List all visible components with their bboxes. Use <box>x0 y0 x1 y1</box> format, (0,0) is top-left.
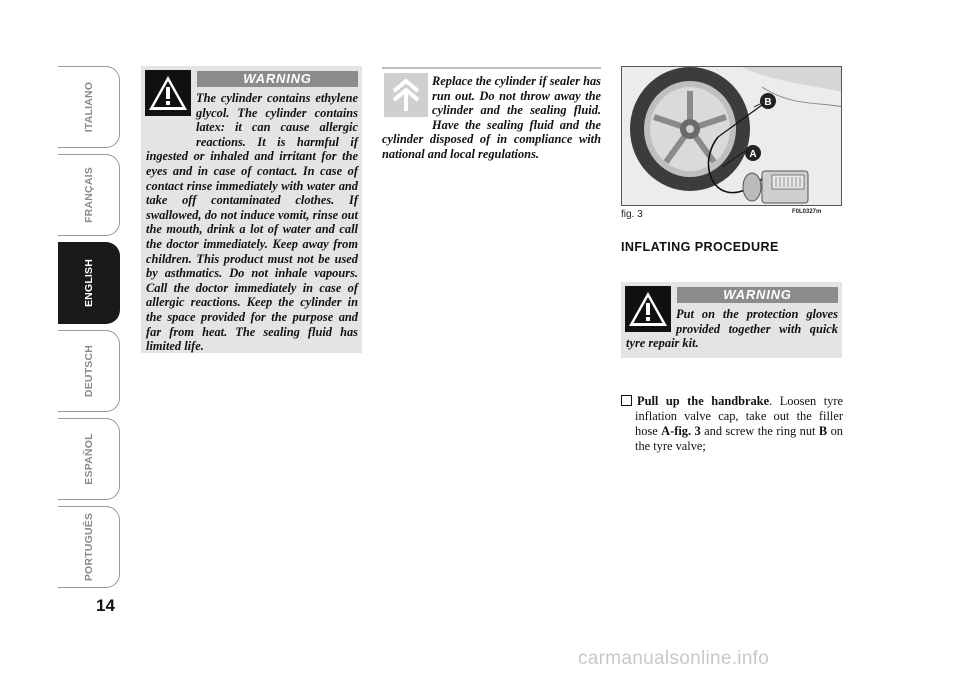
warning-text: Put on the protection gloves provided together with quick tyre repair kit. <box>626 307 838 351</box>
tab-label: FRANÇAIS <box>82 167 95 223</box>
divider <box>382 67 601 69</box>
step-ref-a: A-fig. 3 <box>661 424 701 438</box>
warning-text: The cylinder contains ethylene glycol. The cylinder contains latex: it can cause allergic reactions. It is harmful if ingested or inhaled and irritant for the eyes and in case of contact. In case of contact rinse immediately with water and take off contaminated clothes. If swallowed, do not induce vomit, rinse out the mouth, drink a lot of water and call the doctor immediately. Keep away from children. This product must not be used by asthmatics. Do not inhale vapours. Call the doctor immediately in case of allergic reactions. Keep the cylinder in the space provided for the purpose and far from heat. The sealing fluid has limited life. <box>146 91 358 354</box>
label-b: B <box>764 97 772 108</box>
tyre-repair-kit-figure <box>621 66 842 206</box>
step-ref-b: B <box>818 424 828 438</box>
warning-box-gloves <box>621 282 842 358</box>
step-text: on the tyre valve; <box>635 424 843 453</box>
warning-title: WARNING <box>677 287 838 303</box>
tab-portugues[interactable] <box>58 506 120 588</box>
tab-espanol[interactable] <box>58 418 120 500</box>
tab-deutsch[interactable] <box>58 330 120 412</box>
figure-code: F0L0327m <box>792 209 822 215</box>
language-tabs <box>58 66 122 594</box>
procedure-step <box>621 394 843 454</box>
tab-francais[interactable] <box>58 154 120 236</box>
tab-label: DEUTSCH <box>82 344 95 398</box>
tab-label: PORTUGUÊS <box>82 512 95 582</box>
tyre-compressor-illustration <box>622 67 842 206</box>
page-number: 14 <box>96 596 115 615</box>
watermark: carmanualsonline.info <box>578 648 770 669</box>
warning-triangle-icon <box>625 286 671 332</box>
tab-label: ITALIANO <box>82 81 95 133</box>
warning-triangle-icon <box>145 70 191 116</box>
tab-italiano[interactable] <box>58 66 120 148</box>
warning-box-ethylene-glycol <box>141 66 362 353</box>
environment-note-text: Replace the cylinder if sealer has run out. Do not throw away the cylinder and the sealing fluid. Have the sealing fluid and the cylinder disposed of in compliance with national and local regulations. <box>382 74 601 161</box>
step-text: and screw the ring nut <box>700 424 819 438</box>
tab-label: ENGLISH <box>82 258 95 308</box>
step-text: . Loosen tyre inflation valve cap, take out the filler hose <box>635 394 843 438</box>
section-heading: INFLATING PROCEDURE <box>621 240 779 254</box>
label-a: A <box>749 149 757 160</box>
figure-caption: fig. 3 <box>621 209 643 220</box>
warning-title: WARNING <box>197 71 358 87</box>
step-bold: Pull up the handbrake <box>637 394 770 408</box>
environment-note <box>382 74 601 162</box>
tab-english[interactable] <box>58 242 120 324</box>
checkbox-bullet-icon <box>621 395 632 406</box>
tab-label: ESPAÑOL <box>82 433 95 485</box>
